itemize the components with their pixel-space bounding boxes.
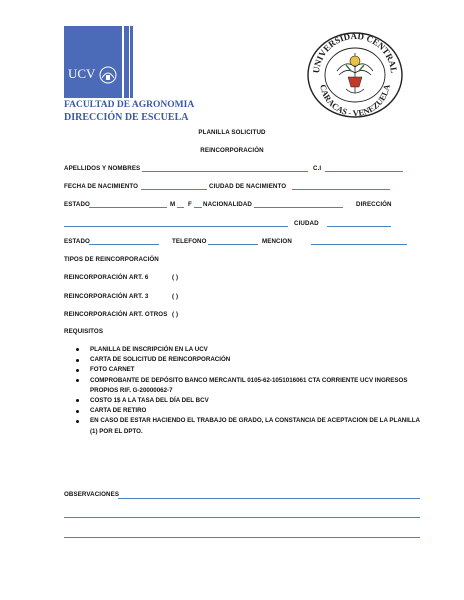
tipo-art3-label: REINCORPORACIÓN ART. 3 bbox=[64, 293, 149, 300]
fecha-nacimiento-field[interactable] bbox=[141, 189, 207, 190]
observaciones-field[interactable] bbox=[64, 537, 420, 538]
list-item: COMPROBANTE DE DEPÓSITO BANCO MERCANTIL 0105-62-1051016061 CTA CORRIENTE UCV INGRESOS PROPIOS RIF. G-20000062-7 bbox=[62, 376, 422, 396]
list-item: EN CASO DE ESTAR HACIENDO EL TRABAJO DE GRADO, LA CONSTANCIA DE ACEPTACION DE LA PLANILLA (1) POR EL DPTO. bbox=[62, 416, 422, 436]
ucv-agronomia-logo bbox=[64, 26, 195, 123]
ucv-emblem-icon bbox=[98, 64, 118, 86]
tipo-otros-label: REINCORPORACIÓN ART. OTROS bbox=[64, 311, 168, 318]
ucv-seal-icon bbox=[306, 31, 404, 119]
apellidos-field[interactable] bbox=[142, 171, 308, 172]
estado2-field[interactable] bbox=[89, 244, 159, 245]
svg-text:UNIVERSIDAD CENTRAL: UNIVERSIDAD CENTRAL bbox=[310, 31, 400, 74]
estado-label: ESTADO bbox=[64, 201, 90, 208]
faculty-name: FACULTAD DE AGRONOMIA bbox=[64, 100, 195, 110]
observaciones-field[interactable] bbox=[118, 498, 420, 499]
sexo-m-label: M bbox=[170, 201, 176, 208]
tipo-art6-label: REINCORPORACIÓN ART. 6 bbox=[64, 274, 149, 281]
apellidos-label: APELLIDOS Y NOMBRES bbox=[64, 165, 141, 172]
ciudad-nacimiento-field[interactable] bbox=[292, 189, 390, 190]
observaciones-label: OBSERVACIONES bbox=[64, 491, 120, 498]
sexo-m-field[interactable] bbox=[177, 207, 184, 208]
tipo-art3-checkbox[interactable]: ( ) bbox=[172, 293, 179, 300]
requisitos-heading: REQUISITOS bbox=[64, 328, 104, 335]
svg-text:CARACAS - VENEZUELA: CARACAS - VENEZUELA bbox=[318, 83, 392, 119]
tipos-heading: TIPOS DE REINCORPORACIÓN bbox=[64, 256, 159, 263]
direccion-field[interactable] bbox=[64, 226, 288, 227]
requisitos-list bbox=[62, 345, 422, 437]
tipo-otros-checkbox[interactable]: ( ) bbox=[172, 311, 179, 318]
list-item: PLANILLA DE INSCRIPCIÓN EN LA UCV bbox=[62, 345, 422, 355]
ciudad-field[interactable] bbox=[327, 226, 391, 227]
ci-label: C.I bbox=[313, 165, 322, 172]
list-item: CARTA DE SOLICITUD DE REINCORPORACIÓN bbox=[62, 355, 422, 365]
sexo-f-field[interactable] bbox=[194, 207, 202, 208]
ciudad-nacimiento-label: CIUDAD DE NACIMIENTO bbox=[209, 183, 287, 190]
tipo-art6-checkbox[interactable]: ( ) bbox=[172, 274, 179, 281]
ciudad-label: CIUDAD bbox=[294, 220, 319, 227]
logo-strip bbox=[130, 26, 133, 98]
nacionalidad-field[interactable] bbox=[254, 207, 343, 208]
direccion-label: DIRECCIÓN bbox=[356, 201, 392, 208]
direction-name: DIRECCIÓN DE ESCUELA bbox=[64, 112, 189, 123]
ci-field[interactable] bbox=[325, 171, 403, 172]
fecha-nacimiento-label: FECHA DE NACIMIENTO bbox=[64, 183, 139, 190]
observaciones-field[interactable] bbox=[64, 517, 420, 518]
list-item: CARTA DE RETIRO bbox=[62, 406, 422, 416]
list-item: COSTO 1$ A LA TASA DEL DÍA DEL BCV bbox=[62, 396, 422, 406]
nacionalidad-label: NACIONALIDAD bbox=[203, 201, 252, 208]
sexo-f-label: F bbox=[188, 201, 192, 208]
telefono-field[interactable] bbox=[208, 244, 258, 245]
mencion-label: MENCION bbox=[262, 238, 292, 245]
estado2-label: ESTADO bbox=[64, 238, 90, 245]
estado-field[interactable] bbox=[89, 207, 167, 208]
logo-strip bbox=[124, 26, 129, 98]
telefono-label: TELEFONO bbox=[172, 238, 207, 245]
ucv-initials: UCV bbox=[68, 66, 96, 81]
page-title: PLANILLA SOLICITUD bbox=[198, 129, 266, 136]
page-subtitle: REINCORPORACIÓN bbox=[200, 147, 264, 154]
mencion-field[interactable] bbox=[311, 244, 407, 245]
ucv-logo-block bbox=[64, 26, 122, 98]
list-item: FOTO CARNET bbox=[62, 365, 422, 375]
